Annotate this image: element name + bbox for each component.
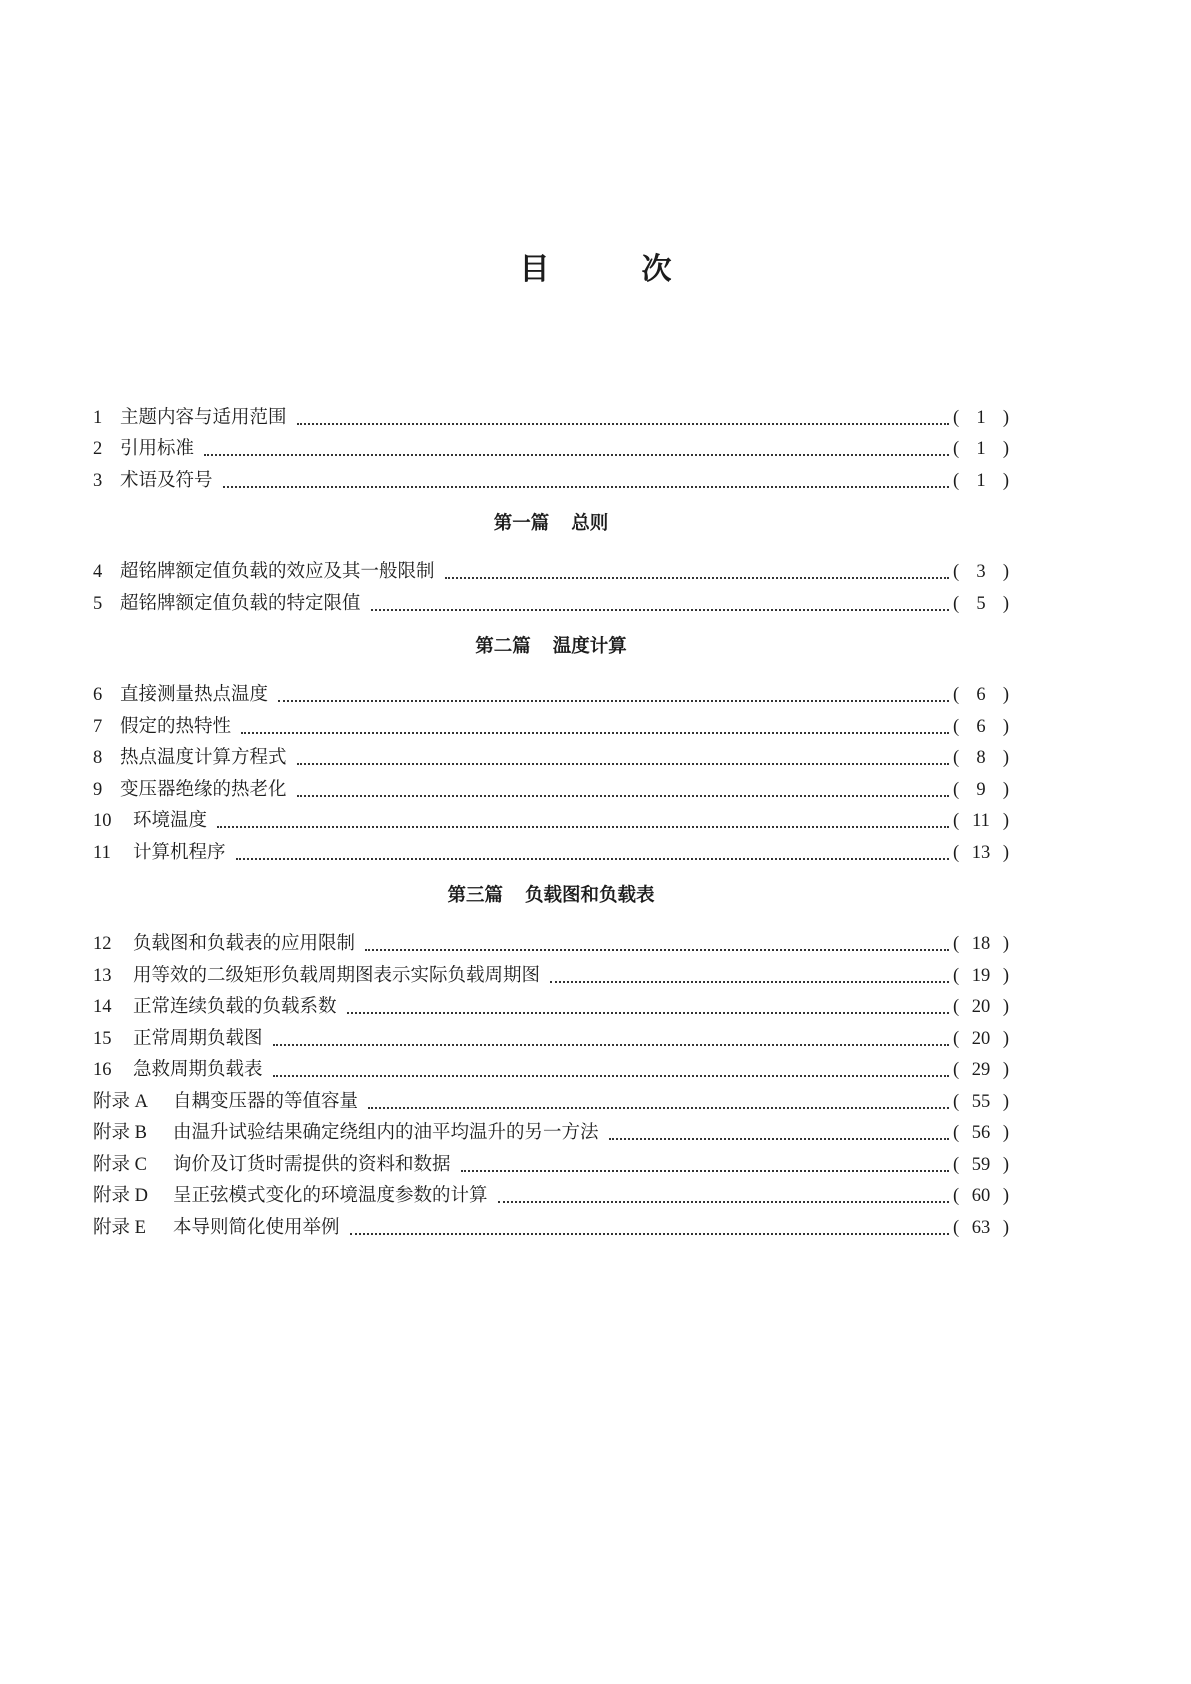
toc-entry-page: ( 6 ) <box>953 716 1009 737</box>
page-number: 59 <box>971 1154 991 1175</box>
toc-entry-title: 用等效的二级矩形负载周期图表示实际负载周期图 <box>133 964 541 986</box>
page-number: 20 <box>971 1028 991 1049</box>
toc-entry-page: ( 19 ) <box>953 965 1009 986</box>
toc-entry-title: 正常周期负载图 <box>133 1027 263 1049</box>
dot-leader <box>297 745 949 766</box>
toc-entry-page: ( 29 ) <box>953 1060 1009 1080</box>
toc-entry[interactable] <box>93 465 1009 497</box>
dot-leader <box>371 590 949 611</box>
toc-entry-page: ( 8 ) <box>953 748 1009 768</box>
page-number: 56 <box>971 1123 991 1143</box>
toc-entry[interactable] <box>93 960 1009 992</box>
dot-leader <box>241 713 949 734</box>
dot-leader <box>368 1088 949 1109</box>
page-number: 55 <box>971 1091 991 1112</box>
toc-entry-number: 15 <box>93 1028 112 1049</box>
toc-entry[interactable] <box>93 837 1009 869</box>
part-heading <box>93 509 1009 539</box>
toc-entry-number: 附录 D <box>93 1186 148 1206</box>
page-number: 29 <box>971 1060 991 1080</box>
toc-entry-title: 术语及符号 <box>120 469 213 491</box>
toc-entry[interactable] <box>93 711 1009 743</box>
dot-leader <box>461 1151 949 1172</box>
toc-entry-title: 本导则简化使用举例 <box>173 1216 340 1238</box>
toc-entry-title: 变压器绝缘的热老化 <box>120 778 287 800</box>
toc-entry[interactable] <box>93 774 1009 806</box>
toc-entry-page: ( 18 ) <box>953 934 1009 954</box>
toc-entry-number: 附录 A <box>93 1091 148 1112</box>
toc-entry-number: 14 <box>93 997 112 1017</box>
page-number: 63 <box>971 1217 991 1238</box>
toc-entry[interactable] <box>93 1118 1009 1150</box>
page-number: 13 <box>971 842 991 863</box>
toc-entry-title: 超铭牌额定值负载的效应及其一般限制 <box>120 561 435 582</box>
dot-leader <box>223 467 949 488</box>
toc-entry[interactable] <box>93 434 1009 466</box>
toc-entry[interactable] <box>93 1181 1009 1213</box>
toc-entry-title: 急救周期负载表 <box>133 1059 263 1080</box>
toc-entry-page: ( 60 ) <box>953 1186 1009 1206</box>
dot-leader <box>297 776 949 797</box>
dot-leader <box>273 1057 949 1078</box>
toc-entry-page: ( 11 ) <box>953 811 1009 831</box>
toc-entry-page: ( 5 ) <box>953 593 1009 614</box>
dot-leader <box>498 1183 949 1204</box>
toc-entry-title: 呈正弦模式变化的环境温度参数的计算 <box>173 1185 488 1206</box>
toc-entry-title: 超铭牌额定值负载的特定限值 <box>120 592 361 614</box>
toc-entry[interactable] <box>93 557 1009 589</box>
toc-entry-number: 12 <box>93 934 112 954</box>
page-number: 6 <box>976 716 986 737</box>
toc-entry-number: 5 <box>93 593 103 614</box>
title-char-right: 次 <box>641 252 672 287</box>
dot-leader <box>365 931 949 952</box>
toc-entry-title: 引用标准 <box>120 438 195 459</box>
toc-entry[interactable] <box>93 1023 1009 1055</box>
toc-entry-page: ( 1 ) <box>953 407 1009 428</box>
toc-entry[interactable] <box>93 680 1009 712</box>
toc-entry[interactable] <box>93 402 1009 434</box>
toc-entry-number: 8 <box>93 748 103 768</box>
page-number: 20 <box>971 997 991 1017</box>
toc-entry-number: 10 <box>93 811 112 831</box>
part-number: 第二篇 <box>475 635 531 657</box>
toc-entry-page: ( 56 ) <box>953 1123 1009 1143</box>
toc-entry-page: ( 6 ) <box>953 685 1009 705</box>
page-number: 8 <box>976 748 986 768</box>
dot-leader <box>350 1214 949 1235</box>
toc-entry[interactable] <box>93 1086 1009 1118</box>
toc-entry[interactable] <box>93 1212 1009 1244</box>
dot-leader <box>347 994 949 1015</box>
toc-entry-number: 11 <box>93 842 111 863</box>
toc-entry[interactable] <box>93 992 1009 1024</box>
page-number: 60 <box>971 1186 991 1206</box>
part-name: 总则 <box>571 512 609 534</box>
toc-entry-title: 询价及订货时需提供的资料和数据 <box>173 1153 451 1175</box>
toc-entry-page: ( 13 ) <box>953 842 1009 863</box>
toc-entry-title: 环境温度 <box>133 810 208 831</box>
toc-entry-page: ( 1 ) <box>953 470 1009 491</box>
page-number: 11 <box>972 811 990 831</box>
page-title <box>0 244 1191 288</box>
page-number: 5 <box>976 593 986 614</box>
toc-entry-page: ( 1 ) <box>953 439 1009 459</box>
part-number: 第三篇 <box>447 884 503 906</box>
dot-leader <box>297 404 949 425</box>
dot-leader <box>273 1025 949 1046</box>
toc-entry-title: 负载图和负载表的应用限制 <box>133 933 356 954</box>
toc-entry-title: 假定的热特性 <box>120 715 232 737</box>
toc-entry-title: 直接测量热点温度 <box>120 684 269 705</box>
toc-entry-number: 6 <box>93 685 103 705</box>
dot-leader <box>445 559 949 580</box>
title-char-left: 目 <box>519 252 550 287</box>
toc-entry-page: ( 63 ) <box>953 1217 1009 1238</box>
dot-leader <box>550 962 949 983</box>
toc-entry-page: ( 20 ) <box>953 1028 1009 1049</box>
dot-leader <box>278 682 949 703</box>
toc-entry-title: 主题内容与适用范围 <box>120 406 287 428</box>
toc-entry-number: 16 <box>93 1060 112 1080</box>
toc-entry-number: 附录 E <box>93 1217 146 1238</box>
toc-entry-page: ( 9 ) <box>953 779 1009 800</box>
toc-entry[interactable] <box>93 743 1009 775</box>
toc-entry-number: 附录 C <box>93 1154 147 1175</box>
toc-entry-number: 4 <box>93 562 103 582</box>
page-number: 1 <box>976 439 986 459</box>
page-number: 1 <box>976 407 986 428</box>
toc-entry[interactable] <box>93 588 1009 620</box>
toc-entry[interactable] <box>93 929 1009 961</box>
part-number: 第一篇 <box>493 512 550 534</box>
toc-entry[interactable] <box>93 806 1009 838</box>
toc-entry-title: 由温升试验结果确定绕组内的油平均温升的另一方法 <box>173 1122 599 1143</box>
dot-leader <box>204 436 949 457</box>
page-number: 1 <box>976 470 986 491</box>
toc-entry-title: 自耦变压器的等值容量 <box>173 1090 359 1112</box>
toc-entry-number: 2 <box>93 439 103 459</box>
toc-entry-number: 9 <box>93 779 103 800</box>
page-number: 19 <box>971 965 991 986</box>
toc-entry-title: 正常连续负载的负载系数 <box>133 996 337 1017</box>
page-number: 6 <box>976 685 986 705</box>
part-heading <box>93 632 1009 662</box>
dot-leader <box>236 839 949 860</box>
dot-leader <box>217 808 949 829</box>
toc-entry-number: 3 <box>93 470 103 491</box>
page-number: 9 <box>976 779 986 800</box>
toc-entry-title: 热点温度计算方程式 <box>120 747 287 768</box>
part-name: 温度计算 <box>552 635 627 657</box>
toc-entry-number: 7 <box>93 716 103 737</box>
toc-entry[interactable] <box>93 1055 1009 1087</box>
toc-entry[interactable] <box>93 1149 1009 1181</box>
table-of-contents <box>93 402 1009 1244</box>
toc-entry-page: ( 20 ) <box>953 997 1009 1017</box>
page-number: 18 <box>971 934 991 954</box>
toc-entry-number: 1 <box>93 407 103 428</box>
part-name: 负载图和负载表 <box>525 884 655 906</box>
toc-entry-page: ( 55 ) <box>953 1091 1009 1112</box>
page-number: 3 <box>976 562 986 582</box>
toc-entry-page: ( 3 ) <box>953 562 1009 582</box>
dot-leader <box>609 1120 949 1141</box>
toc-entry-number: 13 <box>93 965 112 986</box>
toc-entry-page: ( 59 ) <box>953 1154 1009 1175</box>
part-heading <box>93 881 1009 911</box>
toc-entry-number: 附录 B <box>93 1123 147 1143</box>
toc-entry-title: 计算机程序 <box>133 841 226 863</box>
